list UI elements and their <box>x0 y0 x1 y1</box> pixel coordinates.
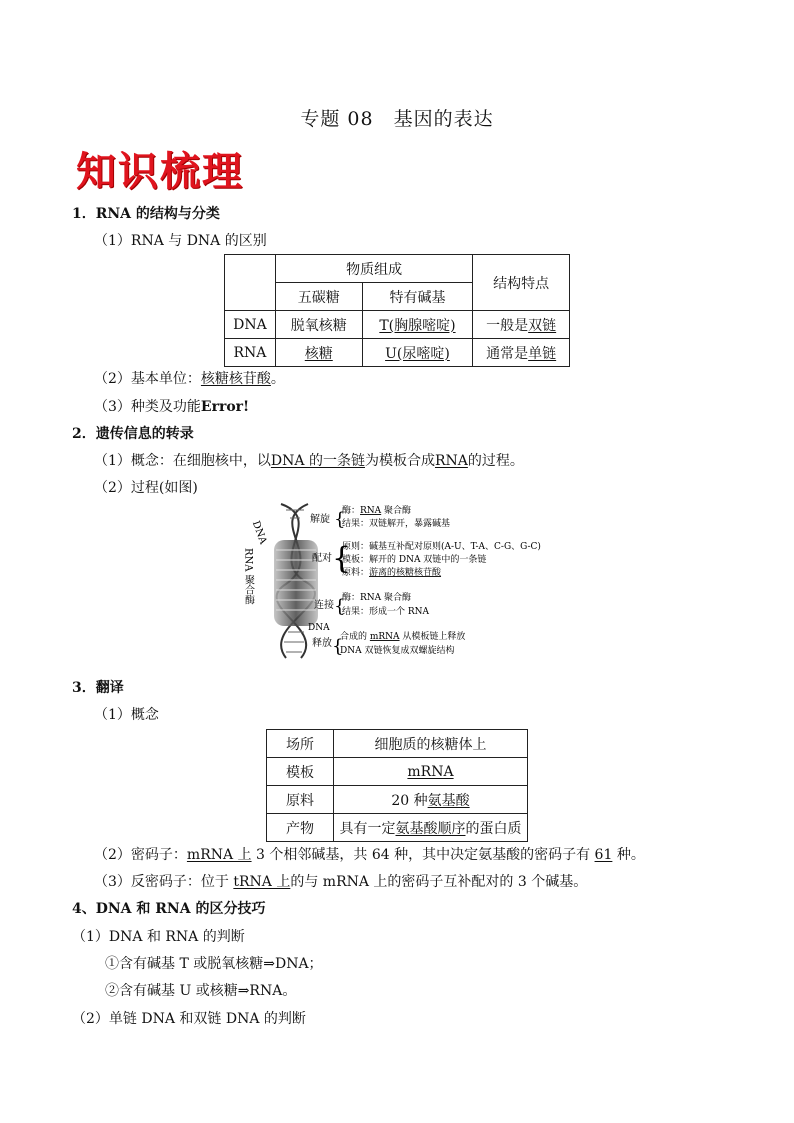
text: （2）基本单位： <box>94 371 201 387</box>
underlined-answer: mRNA <box>407 763 454 780</box>
transcription-diagram <box>242 498 541 662</box>
step-label-release: 释放 <box>312 638 332 649</box>
paragraph: ①含有碱基 T 或脱氧核糖⇒DNA； <box>105 956 323 972</box>
dna-rna-compare-table <box>224 254 570 367</box>
diagram-text: DNA 双链恢复成双螺旋结构 <box>340 646 455 656</box>
diagram-text: 模板：解开的 DNA 双链中的一条链 <box>342 555 487 565</box>
cell-text: 一般是 <box>486 317 529 334</box>
paragraph: （1）RNA 与 DNA 的区别 <box>94 233 267 249</box>
table-row <box>225 339 570 367</box>
table-cell: 脱氧核糖 <box>275 311 362 339</box>
table-row <box>267 730 528 758</box>
underlined-answer: U(尿嘧啶) <box>385 345 450 362</box>
table-row <box>267 814 528 842</box>
step-label-unwind: 解旋 <box>310 514 330 525</box>
section-heading-3: 3．翻译 <box>72 680 124 696</box>
table-cell <box>473 311 570 339</box>
diagram-text: 酶：RNA 聚合酶 <box>342 506 412 516</box>
underlined-answer: RNA <box>434 453 468 469</box>
table-cell: 产物 <box>267 814 334 842</box>
underlined-answer: tRNA 上 <box>233 874 291 890</box>
table-cell <box>473 339 570 367</box>
paragraph: （3）反密码子：位于 tRNA 上的与 mRNA 上的密码子互补配对的 3 个碱基。 <box>94 874 588 890</box>
translation-concept-table <box>266 729 528 842</box>
paragraph: ②含有碱基 U 或核糖⇒RNA。 <box>105 983 297 999</box>
table-header: 五碳糖 <box>275 283 362 311</box>
section-banner: 知识梳理 <box>76 149 244 195</box>
underlined-answer: mRNA 上 <box>186 847 252 863</box>
text: （3）种类及功能 <box>94 399 201 415</box>
table-header: 特有碱基 <box>362 283 473 311</box>
brace-icon: { <box>334 509 346 530</box>
table-cell <box>334 758 528 786</box>
paragraph: （2）过程(如图) <box>94 480 198 496</box>
underlined-answer: 核糖核苷酸 <box>200 371 271 387</box>
underlined-answer: 61 <box>594 847 613 863</box>
table-cell: 模板 <box>267 758 334 786</box>
table-row <box>225 311 570 339</box>
page-title: 专题 08 基因的表达 <box>300 108 494 130</box>
underlined-answer: 氨基酸顺序 <box>395 820 466 837</box>
section-heading-2: 2．遗传信息的转录 <box>72 426 194 442</box>
table-cell <box>275 339 362 367</box>
diagram-text: 合成的 mRNA 从模板链上释放 <box>340 632 466 642</box>
table-cell: 原料 <box>267 786 334 814</box>
paragraph: （1）概念 <box>94 707 159 723</box>
paragraph <box>94 368 285 388</box>
paragraph <box>94 450 524 470</box>
diagram-text: 结果：形成一个 RNA <box>342 607 430 617</box>
table-cell: 细胞质的核糖体上 <box>334 730 528 758</box>
dna-label: DNA <box>308 623 330 633</box>
table-header: 结构特点 <box>473 255 570 311</box>
paragraph: （2）密码子：mRNA 上 3 个相邻碱基，共 64 种，其中决定氨基酸的密码子有 61 种。 <box>94 847 645 863</box>
table-cell: 场所 <box>267 730 334 758</box>
table-cell: DNA <box>225 311 276 339</box>
section-heading-4: 4、DNA 和 RNA 的区分技巧 <box>72 901 266 917</box>
table-cell <box>362 339 473 367</box>
rna-polymerase-label: RNA 聚合酶 <box>242 548 254 605</box>
step-label-link: 连接 <box>314 600 334 611</box>
section-heading-1: 1．RNA 的结构与分类 <box>72 206 220 222</box>
dna-label: DNA <box>249 519 269 546</box>
diagram-text: 酶：RNA 聚合酶 <box>342 593 412 603</box>
table-row <box>267 786 528 814</box>
cell-text: 通常是 <box>486 345 529 362</box>
underlined-answer: 氨基酸 <box>427 792 470 809</box>
text: 的过程。 <box>467 453 524 469</box>
table-corner-cell <box>225 255 276 311</box>
text: （1）概念：在细胞核中，以 <box>94 453 271 469</box>
brace-icon: { <box>332 541 352 576</box>
table-cell: RNA <box>225 339 276 367</box>
paragraph: （2）单链 DNA 和双链 DNA 的判断 <box>72 1011 306 1027</box>
underlined-answer: T(胸腺嘧啶) <box>379 317 456 334</box>
table-cell: 20 种氨基酸 <box>334 786 528 814</box>
table-header: 物质组成 <box>275 255 472 283</box>
paragraph <box>94 396 249 416</box>
brace-icon: { <box>332 636 344 657</box>
step-label-pair: 配对 <box>312 553 332 564</box>
underlined-answer: 单链 <box>528 345 557 362</box>
table-cell <box>362 311 473 339</box>
text: 。 <box>270 371 285 387</box>
table-cell: 具有一定氨基酸顺序的蛋白质 <box>334 814 528 842</box>
error-text: Error! <box>200 399 250 415</box>
paragraph: （1）DNA 和 RNA 的判断 <box>72 929 245 945</box>
text: 为模板合成 <box>364 453 435 469</box>
diagram-text: 原则：碱基互补配对原则(A-U、T-A、C-G、G-C) <box>342 542 541 552</box>
brace-icon: { <box>334 596 346 617</box>
underlined-answer: 双链 <box>528 317 557 334</box>
diagram-text: 结果：双链解开，暴露碱基 <box>342 519 451 529</box>
underlined-answer: DNA 的一条链 <box>270 453 365 469</box>
table-row <box>267 758 528 786</box>
underlined-answer: 核糖 <box>304 345 333 362</box>
diagram-text: 原料：游离的核糖核苷酸 <box>342 568 442 578</box>
